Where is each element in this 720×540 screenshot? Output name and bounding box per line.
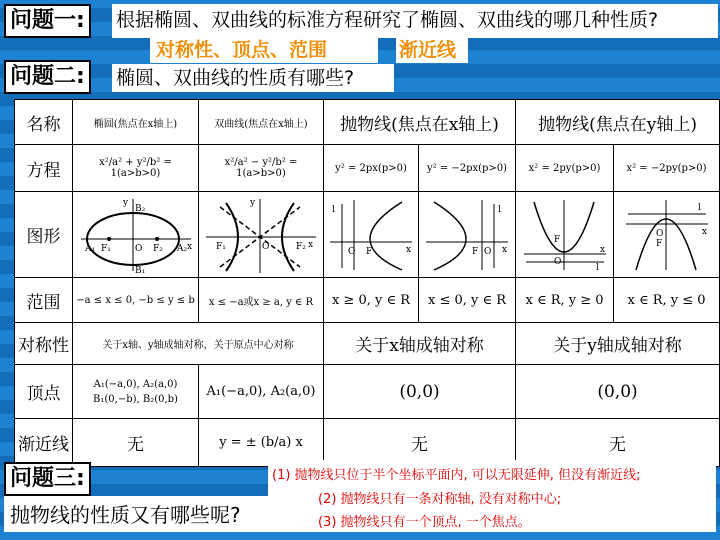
vertex-ellipse-minor: B₁(0,−b), B₂(0,b)	[93, 393, 178, 405]
svg-text:A₁: A₁	[84, 243, 95, 254]
name-parabola-y: 抛物线(焦点在y轴上)	[516, 100, 720, 145]
hyperbola-graph-icon	[202, 195, 320, 275]
graph-parabola-up	[516, 192, 614, 278]
graph-parabola-left	[419, 192, 516, 278]
asymptote-parabola-y: 无	[516, 419, 720, 467]
vertex-ellipse	[73, 365, 199, 419]
q3-label: 问题三:	[4, 462, 91, 496]
vertex-hyperbola: A₁(−a,0), A₂(a,0)	[199, 365, 324, 419]
properties-table	[14, 99, 720, 467]
q2-text: 椭圆、双曲线的性质有哪些?	[116, 67, 355, 89]
svg-text:x: x	[186, 241, 192, 252]
vertex-parabola-y: (0,0)	[516, 365, 720, 419]
svg-text:O: O	[553, 256, 561, 267]
parabola-up-graph-icon	[520, 198, 610, 272]
row-head-name: 名称	[15, 100, 73, 145]
ellipse-graph-icon	[77, 195, 195, 275]
equation-parabola-down: x² = −2py(p>0)	[614, 145, 720, 192]
parabola-down-graph-icon	[622, 198, 712, 272]
svg-text:O: O	[484, 246, 492, 257]
svg-text:A₂: A₂	[176, 243, 187, 254]
table-row-symmetry	[15, 323, 720, 365]
symmetry-ellipse-hyperbola: 关于x轴、y轴成轴对称，关于原点中心对称	[73, 323, 324, 365]
svg-text:l: l	[498, 204, 501, 215]
svg-text:F₁: F₁	[216, 241, 226, 252]
graph-parabola-right	[324, 192, 419, 278]
table-row-name	[15, 100, 720, 145]
range-parabola-up: x ∈ R, y ≥ 0	[516, 278, 614, 323]
range-parabola-right: x ≥ 0, y ∈ R	[324, 278, 419, 323]
svg-text:F: F	[553, 234, 560, 245]
parabola-left-graph-icon	[422, 198, 512, 272]
svg-text:x: x	[308, 239, 314, 250]
svg-text:y: y	[122, 197, 128, 208]
svg-text:O: O	[134, 243, 142, 254]
svg-text:B₁: B₁	[134, 265, 145, 275]
row-head-equation: 方程	[15, 145, 73, 192]
svg-text:O: O	[348, 246, 356, 257]
equation-ellipse: x²/a² + y²/b² = 1(a>b>0)	[73, 145, 199, 192]
range-parabola-down: x ∈ R, y ≤ 0	[614, 278, 720, 323]
range-ellipse: −a ≤ x ≤ 0, −b ≤ y ≤ b	[73, 278, 199, 323]
svg-text:l: l	[332, 204, 335, 215]
svg-text:F₁: F₁	[100, 243, 111, 254]
vertex-parabola-x: (0,0)	[324, 365, 516, 419]
graph-hyperbola	[199, 192, 324, 278]
q3-note-2: (2) 抛物线只有一条对称轴, 没有对称中心;	[318, 492, 562, 507]
equation-hyperbola: x²/a² − y²/b² = 1(a>b>0)	[199, 145, 324, 192]
vertex-ellipse-major: A₁(−a,0), A₂(a,0)	[93, 378, 178, 390]
q1-text: 根据椭圆、双曲线的标准方程研究了椭圆、双曲线的哪几种性质?	[116, 9, 659, 31]
svg-text:x: x	[701, 226, 707, 237]
svg-text:x: x	[599, 244, 605, 255]
symmetry-parabola-x: 关于x轴成轴对称	[324, 323, 516, 365]
graph-ellipse	[73, 192, 199, 278]
table-row-equation	[15, 145, 720, 192]
q3-note-1: (1) 抛物线只位于半个坐标平面内, 可以无限延伸, 但没有渐近线;	[272, 468, 641, 483]
row-head-graph: 图形	[15, 192, 73, 278]
svg-text:l: l	[595, 262, 599, 272]
svg-text:y: y	[250, 197, 256, 208]
equation-parabola-right: y² = 2px(p>0)	[324, 145, 419, 192]
svg-text:O: O	[262, 241, 270, 252]
symmetry-parabola-y: 关于y轴成轴对称	[516, 323, 720, 365]
asymptote-hyperbola: y = ± (b/a) x	[199, 419, 324, 467]
q1-answer-a: 对称性、顶点、范围	[156, 39, 328, 61]
svg-text:x: x	[502, 244, 508, 255]
svg-text:l: l	[697, 202, 701, 213]
svg-text:O: O	[655, 228, 663, 239]
name-hyperbola: 双曲线(焦点在x轴上)	[199, 100, 324, 145]
range-parabola-left: x ≤ 0, y ∈ R	[419, 278, 516, 323]
graph-parabola-down	[614, 192, 720, 278]
row-head-vertex: 顶点	[15, 365, 73, 419]
svg-text:F₂: F₂	[296, 241, 306, 252]
name-ellipse: 椭圆(焦点在x轴上)	[73, 100, 199, 145]
name-parabola-x: 抛物线(焦点在x轴上)	[324, 100, 516, 145]
row-head-symmetry: 对称性	[15, 323, 73, 365]
table-row-graph	[15, 192, 720, 278]
asymptote-parabola-x: 无	[324, 419, 516, 467]
q1-label: 问题一:	[4, 4, 91, 38]
svg-text:F: F	[655, 238, 662, 249]
q2-label: 问题二:	[4, 60, 91, 94]
table-row-vertex	[15, 365, 720, 419]
asymptote-ellipse: 无	[73, 419, 199, 467]
svg-text:B₂: B₂	[134, 203, 145, 214]
q3-note-3: (3) 抛物线只有一个顶点, 一个焦点。	[318, 515, 531, 530]
row-head-range: 范围	[15, 278, 73, 323]
svg-text:F₂: F₂	[152, 243, 163, 254]
svg-text:x: x	[406, 244, 412, 255]
svg-text:F: F	[366, 246, 373, 257]
table-row-range	[15, 278, 720, 323]
svg-text:F: F	[472, 246, 479, 257]
q3-text: 抛物线的性质又有哪些呢?	[10, 503, 241, 527]
parabola-right-graph-icon	[326, 198, 416, 272]
equation-parabola-up: x² = 2py(p>0)	[516, 145, 614, 192]
row-head-asymptote: 渐近线	[15, 419, 73, 467]
range-hyperbola: x ≤ −a或x ≥ a, y ∈ R	[199, 278, 324, 323]
equation-parabola-left: y² = −2px(p>0)	[419, 145, 516, 192]
q1-answer-b: 渐近线	[399, 39, 457, 61]
